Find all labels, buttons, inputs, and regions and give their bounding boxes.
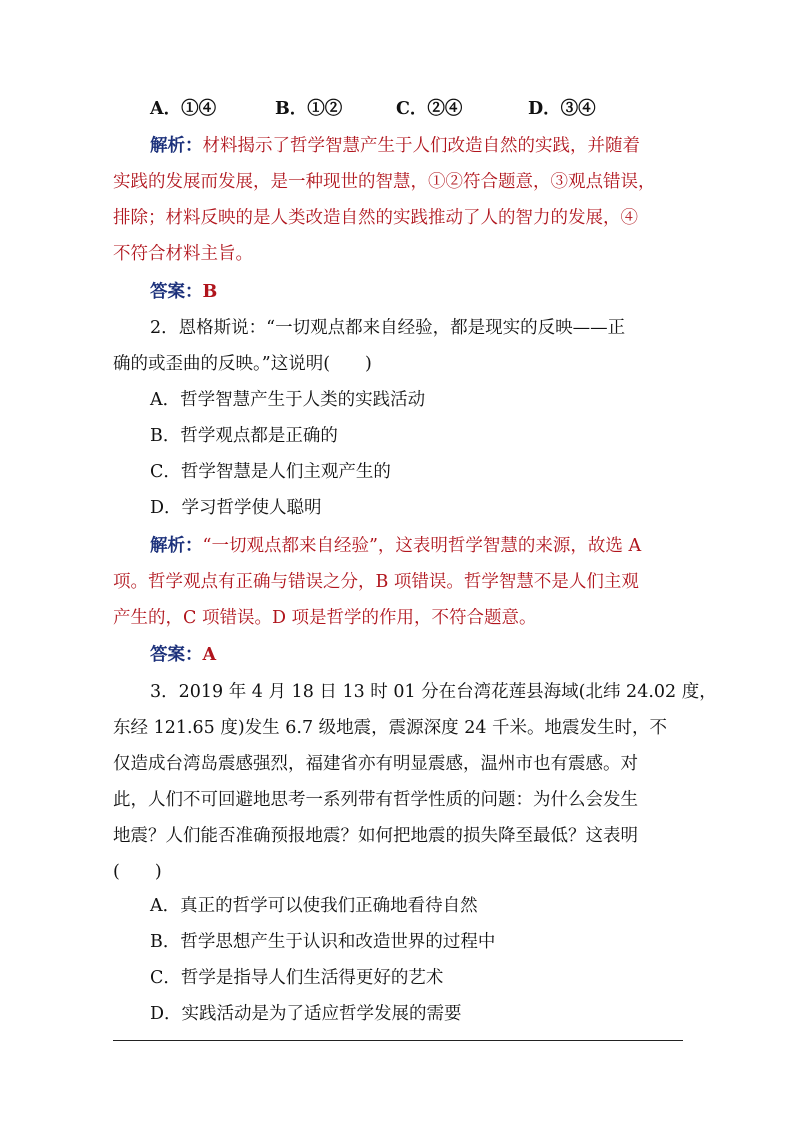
q1-answer-label: 答案： xyxy=(150,282,203,302)
q2-option-b: B．哲学观点都是正确的 xyxy=(150,426,338,446)
q3-option-a: A．真正的哲学可以使我们正确地看待自然 xyxy=(150,896,478,916)
q2-analysis-text-1: “一切观点都来自经验”，这表明哲学智慧的来源，故选 A xyxy=(202,536,642,556)
q3-option-b: B．哲学思想产生于认识和改造世界的过程中 xyxy=(150,932,496,952)
q1-option-b: B．①② xyxy=(275,99,343,119)
q3-stem-line-5: 地震？人们能否准确预报地震？如何把地震的损失降至最低？这表明 xyxy=(113,826,638,846)
q1-analysis-label: 解析： xyxy=(150,136,203,156)
q1-analysis-text-1: 材料揭示了哲学智慧产生于人们改造自然的实践，并随着 xyxy=(202,136,640,156)
q1-answer-value: B xyxy=(202,282,218,302)
q2-answer-value: A xyxy=(202,645,217,665)
q2-stem-line-1: 2．恩格斯说：“一切观点都来自经验，都是现实的反映——正 xyxy=(150,318,626,338)
q2-analysis-line-2: 项。哲学观点有正确与错误之分，B 项错误。哲学智慧不是人们主观 xyxy=(113,572,639,592)
q1-analysis-line-3: 排除；材料反映的是人类改造自然的实践推动了人的智力的发展，④ xyxy=(113,208,638,228)
q3-stem-line-1: 3．2019 年 4 月 18 日 13 时 01 分在台湾花莲县海域(北纬 24.02 度， xyxy=(150,682,717,702)
q2-option-c: C．哲学智慧是人们主观产生的 xyxy=(150,462,391,482)
q3-stem-line-6: ( ) xyxy=(113,862,162,882)
q2-answer-label: 答案： xyxy=(150,645,203,665)
q1-analysis-line-2: 实践的发展而发展，是一种现世的智慧，①②符合题意，③观点错误， xyxy=(113,172,656,192)
q2-analysis-line-3: 产生的，C 项错误。D 项是哲学的作用，不符合题意。 xyxy=(113,608,537,628)
q2-option-a: A．哲学智慧产生于人类的实践活动 xyxy=(150,390,426,410)
q2-answer xyxy=(150,643,720,667)
q3-option-d: D．实践活动是为了适应哲学发展的需要 xyxy=(150,1004,462,1024)
q3-stem-line-4: 此，人们不可回避地思考一系列带有哲学性质的问题：为什么会发生 xyxy=(113,790,638,810)
q1-option-c: C．②④ xyxy=(396,99,463,119)
q3-stem-line-3: 仅造成台湾岛震感强烈，福建省亦有明显震感，温州市也有震感。对 xyxy=(113,754,638,774)
q3-stem-line-2: 东经 121.65 度)发生 6.7 级地震，震源深度 24 千米。地震发生时，不 xyxy=(113,718,668,738)
footer-divider xyxy=(113,1040,683,1041)
q2-stem-line-2: 确的或歪曲的反映。”这说明( ) xyxy=(113,354,372,374)
q2-analysis-line-1 xyxy=(150,534,720,558)
q3-option-c: C．哲学是指导人们生活得更好的艺术 xyxy=(150,968,444,988)
q1-answer xyxy=(150,280,720,304)
q1-option-d: D．③④ xyxy=(528,99,596,119)
q2-analysis-label: 解析： xyxy=(150,536,203,556)
q2-option-d: D．学习哲学使人聪明 xyxy=(150,498,322,518)
q1-analysis-line-1 xyxy=(150,134,720,158)
q1-analysis-line-4: 不符合材料主旨。 xyxy=(113,244,253,264)
q1-option-a: A．①④ xyxy=(150,99,217,119)
q1-options xyxy=(150,97,720,121)
